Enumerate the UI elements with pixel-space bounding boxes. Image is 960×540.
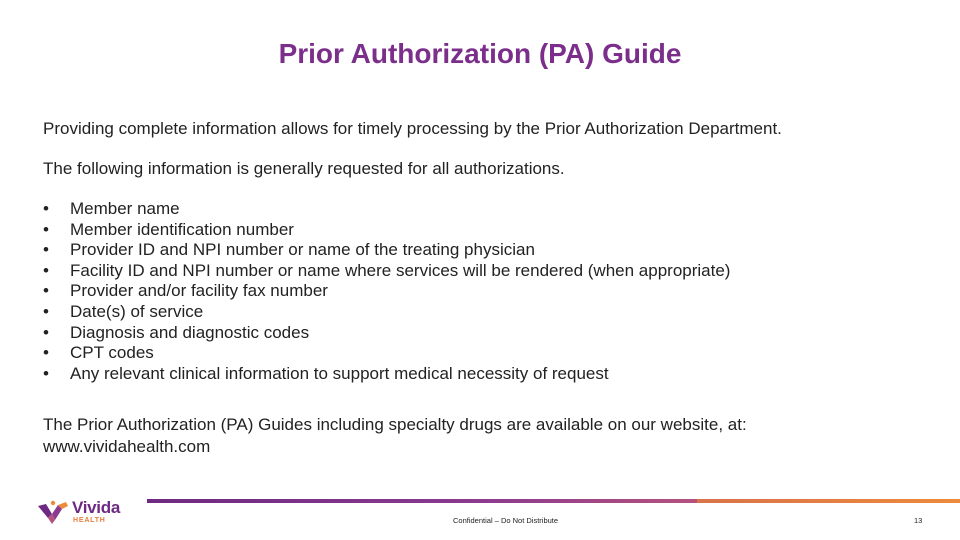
vivida-heart-logo-icon bbox=[36, 500, 70, 526]
bullet-icon: • bbox=[43, 301, 49, 321]
footer-divider-purple bbox=[147, 499, 697, 503]
list-item-text: Diagnosis and diagnostic codes bbox=[70, 322, 310, 342]
bullet-icon: • bbox=[43, 219, 49, 239]
list-item bbox=[43, 199, 730, 220]
list-item-text: Member name bbox=[70, 199, 180, 218]
bullet-icon: • bbox=[43, 322, 49, 342]
list-item-text: Provider and/or facility fax number bbox=[70, 281, 328, 301]
list-item-text: CPT codes bbox=[70, 343, 154, 363]
list-item bbox=[43, 261, 730, 282]
list-item bbox=[43, 240, 730, 261]
list-item bbox=[43, 220, 730, 241]
list-item bbox=[43, 323, 730, 344]
list-item bbox=[43, 364, 730, 385]
availability-paragraph bbox=[43, 414, 923, 458]
vivida-health-logo bbox=[36, 499, 136, 529]
availability-text: The Prior Authorization (PA) Guides including specialty drugs are available on our website, at: bbox=[43, 415, 747, 434]
bullet-icon: • bbox=[43, 363, 49, 383]
list-item-text: Facility ID and NPI number or name where services will be rendered (when appropriate) bbox=[70, 260, 731, 280]
page-number: 13 bbox=[914, 516, 923, 525]
logo-wordmark: Vivida bbox=[72, 498, 120, 517]
confidentiality-notice: Confidential – Do Not Distribute bbox=[453, 516, 559, 525]
list-item-text: Date(s) of service bbox=[70, 301, 204, 321]
lead-paragraph: The following information is generally requested for all authorizations. bbox=[43, 159, 565, 178]
page-title: Prior Authorization (PA) Guide bbox=[278, 38, 682, 69]
bullet-icon: • bbox=[43, 260, 49, 280]
logo-subtitle: HEALTH bbox=[73, 517, 106, 524]
list-item-text: Any relevant clinical information to support medical necessity of request bbox=[70, 363, 609, 383]
bullet-icon: • bbox=[43, 240, 49, 260]
list-item-text: Member identification number bbox=[70, 219, 294, 239]
footer-divider-orange bbox=[697, 499, 960, 503]
intro-paragraph: Providing complete information allows for timely processing by the Prior Authorization Department. bbox=[43, 119, 782, 138]
list-item bbox=[43, 302, 730, 323]
bullet-icon: • bbox=[43, 199, 49, 218]
list-item-text: Provider ID and NPI number or name of the treating physician bbox=[70, 240, 535, 260]
bullet-icon: • bbox=[43, 281, 49, 301]
bullet-icon: • bbox=[43, 343, 49, 363]
list-item bbox=[43, 343, 730, 364]
requested-info-list bbox=[43, 199, 730, 384]
website-link[interactable]: www.vividahealth.com bbox=[43, 437, 211, 456]
list-item bbox=[43, 281, 730, 302]
